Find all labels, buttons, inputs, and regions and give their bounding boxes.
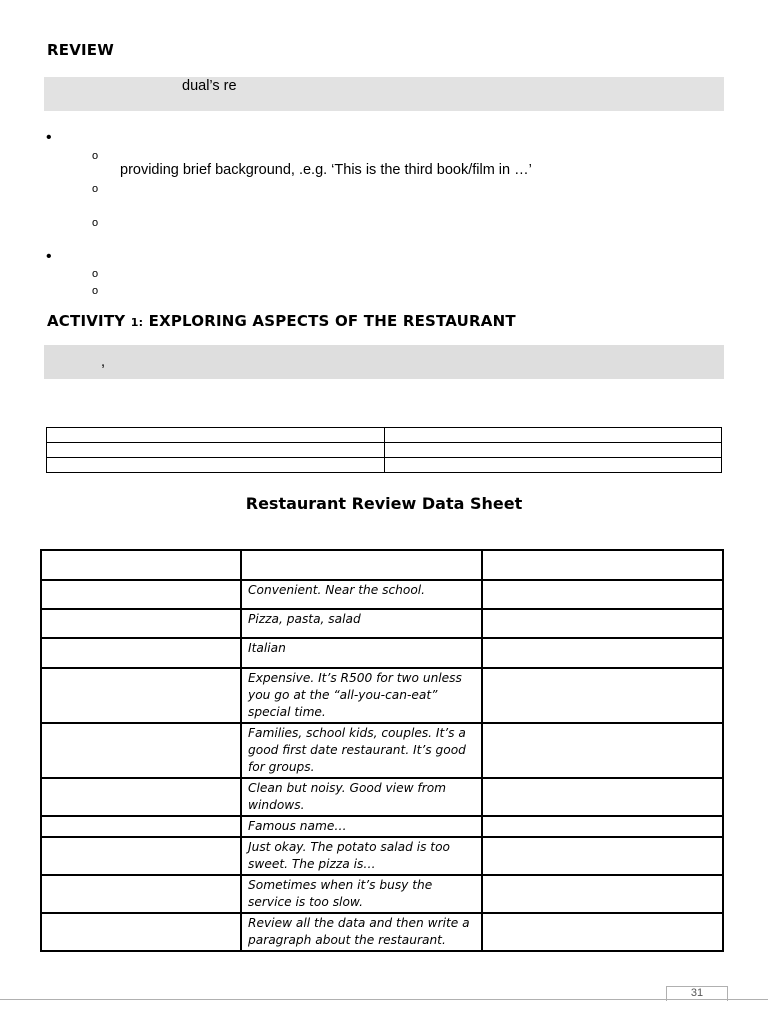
data-sheet-label-cell bbox=[41, 875, 241, 913]
activity-heading bbox=[47, 312, 516, 330]
sub-bullet-marker: o bbox=[92, 217, 99, 229]
data-sheet-table bbox=[40, 549, 724, 952]
data-sheet-label-cell bbox=[41, 580, 241, 609]
data-sheet-label-cell bbox=[41, 837, 241, 875]
table-cell bbox=[47, 458, 385, 473]
activity-instruction-band bbox=[44, 345, 724, 379]
sub-bullet-marker: o bbox=[92, 268, 99, 280]
data-sheet-title: Restaurant Review Data Sheet bbox=[245, 494, 523, 513]
data-sheet-value-cell: Sometimes when it’s busy the service is too slow. bbox=[241, 875, 482, 913]
data-sheet-note-cell bbox=[482, 638, 723, 668]
data-sheet-value-cell: Review all the data and then write a paragraph about the restaurant. bbox=[241, 913, 482, 951]
data-sheet-note-cell bbox=[482, 668, 723, 723]
data-sheet-value-cell: Convenient. Near the school. bbox=[241, 580, 482, 609]
example-text: providing brief background, .e.g. ‘This is the third book/film in …’ bbox=[120, 162, 532, 178]
data-sheet-note-cell bbox=[482, 723, 723, 778]
table-row bbox=[41, 550, 723, 580]
activity-heading-prefix: ACTIVITY bbox=[47, 312, 131, 330]
table-row bbox=[41, 609, 723, 638]
data-sheet-label-cell bbox=[41, 638, 241, 668]
data-sheet-note-cell bbox=[482, 913, 723, 951]
table-cell bbox=[384, 443, 722, 458]
sub-bullet-marker: o bbox=[92, 285, 99, 297]
sub-bullet-marker: o bbox=[92, 183, 99, 195]
data-sheet-value-cell: Pizza, pasta, salad bbox=[241, 609, 482, 638]
data-sheet-note-cell bbox=[482, 580, 723, 609]
review-instruction-band bbox=[44, 77, 724, 111]
data-sheet-note-cell bbox=[482, 550, 723, 580]
table-row bbox=[41, 837, 723, 875]
table-cell bbox=[47, 443, 385, 458]
data-sheet-note-cell bbox=[482, 609, 723, 638]
sub-bullet-marker: o bbox=[92, 150, 99, 162]
activity-heading-rest: EXPLORING ASPECTS OF THE RESTAURANT bbox=[143, 312, 516, 330]
data-sheet-value-cell: Clean but noisy. Good view from windows. bbox=[241, 778, 482, 816]
bullet-marker: • bbox=[46, 248, 52, 265]
review-band-text: dual’s re bbox=[182, 78, 237, 94]
data-sheet-note-cell bbox=[482, 837, 723, 875]
table-row bbox=[41, 668, 723, 723]
data-sheet-value-cell: Families, school kids, couples. It’s a good first date restaurant. It’s good for groups. bbox=[241, 723, 482, 778]
bullet-marker: • bbox=[46, 129, 52, 146]
data-sheet-label-cell bbox=[41, 723, 241, 778]
table-row bbox=[41, 723, 723, 778]
review-heading: REVIEW bbox=[47, 41, 114, 59]
activity-heading-number: 1: bbox=[130, 316, 144, 329]
data-sheet-value-cell: Italian bbox=[241, 638, 482, 668]
footer-rule bbox=[0, 999, 768, 1000]
data-sheet-note-cell bbox=[482, 875, 723, 913]
table-row bbox=[41, 875, 723, 913]
table-row bbox=[41, 580, 723, 609]
data-sheet-label-cell bbox=[41, 778, 241, 816]
table-row bbox=[41, 638, 723, 668]
activity-band-text: , bbox=[101, 354, 106, 370]
page-number: 31 bbox=[666, 986, 728, 1001]
data-sheet-value-cell: Expensive. It’s R500 for two unless you go at the “all-you-can-eat” special time. bbox=[241, 668, 482, 723]
table-cell bbox=[384, 428, 722, 443]
table-cell bbox=[47, 428, 385, 443]
data-sheet-label-cell bbox=[41, 668, 241, 723]
data-sheet-note-cell bbox=[482, 778, 723, 816]
table-row bbox=[41, 816, 723, 837]
data-sheet-value-cell: Just okay. The potato salad is too sweet. The pizza is… bbox=[241, 837, 482, 875]
small-empty-table bbox=[46, 427, 722, 473]
data-sheet-value-cell: Famous name… bbox=[241, 816, 482, 837]
data-sheet-label-cell bbox=[41, 609, 241, 638]
table-row bbox=[41, 913, 723, 951]
table-row bbox=[41, 778, 723, 816]
data-sheet-label-cell bbox=[41, 816, 241, 837]
data-sheet-label-cell bbox=[41, 913, 241, 951]
data-sheet-value-cell bbox=[241, 550, 482, 580]
data-sheet-label-cell bbox=[41, 550, 241, 580]
table-cell bbox=[384, 458, 722, 473]
data-sheet-note-cell bbox=[482, 816, 723, 837]
